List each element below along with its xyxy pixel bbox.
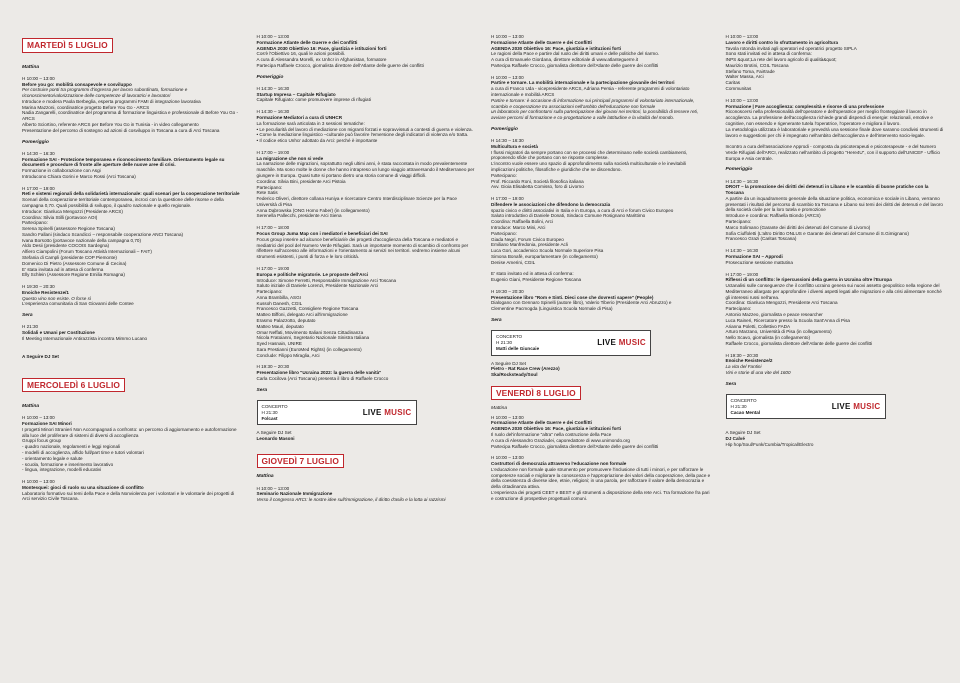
- section-afternoon: Pomeriggio: [256, 74, 284, 80]
- event-title: Multicultura e società: [491, 143, 538, 149]
- event-time: H 17:00 – 19:00: [256, 149, 290, 155]
- event-europa-politiche: [257, 266, 478, 359]
- event-riflessi-conflitto: [726, 272, 947, 347]
- event-line: Partecipano:: [491, 172, 517, 178]
- concert-box: [726, 394, 886, 419]
- event-subtitle: AGENDA 2030 Obiettivo 16: Pace, giustizia e istituzioni forti: [491, 45, 622, 51]
- event-line: Nello Scavo, giornalista (in collegamento): [725, 335, 811, 341]
- event-line: Serena Spinelli (assessore Regione Toscana): [22, 226, 115, 232]
- event-subtitle: AGENDA 2030 Obiettivo 16: Pace, giustizia e istituzioni forti: [491, 426, 622, 432]
- concert-label: CONCERTO: [730, 397, 757, 403]
- event-title: Reti e sistemi regionali della solidarietà internazionale: quali scenari per la cooperazione territoriale: [22, 191, 240, 197]
- event-line: Giada Negri, Forum Civico Europeo: [491, 236, 564, 242]
- concert-label: CONCERTO: [496, 334, 523, 340]
- column-3: [485, 10, 720, 677]
- event-atlante-3: [491, 415, 712, 450]
- live-word: LIVE: [362, 407, 382, 417]
- event-sai-protezione: [22, 151, 243, 180]
- event-line: Alfiero Ciampolini (Forum Toscano Attività Internazionali – FAIT): [22, 249, 152, 255]
- event-time: H 10:00 – 13:00: [491, 455, 524, 461]
- music-word: MUSIC: [384, 407, 412, 417]
- event-difendere-associazioni: [491, 196, 712, 283]
- event-title: Formazione SAI Minori: [22, 421, 72, 427]
- event-multicultura: [491, 138, 712, 190]
- event-time: H 10:00 – 13:00: [22, 415, 55, 421]
- event-time: H 19:30 – 20:30: [725, 352, 759, 358]
- event-title: Startup Impresa – Capitale Rifugiato: [256, 91, 336, 97]
- event-line: Dialogano con Gennaro Spinelli (autore libro), Valerio Tiberio (Presidente Arci Abruzzo) e: [491, 300, 672, 306]
- event-title: Lavoro e diritti contro lo sfruttamento in agricoltura: [725, 39, 839, 45]
- event-line: E' stato invitato ed in attesa di conferma:: [491, 271, 574, 277]
- event-line: Presentazione del percorso di sostegno ad azioni di cosviluppo in Toscana a cura di Arci Toscana: [22, 127, 220, 133]
- section-evening: Sera: [256, 387, 268, 393]
- event-line: Marco Solimano (Garante dei diritti dei detenuti del Comune di Livorno): [725, 224, 871, 230]
- event-time: H 10:00 – 13:00: [491, 34, 524, 39]
- event-time: H 19:30 – 20:30: [491, 288, 524, 294]
- column-1: [16, 10, 251, 677]
- event-time: H 19:30 – 20:30: [22, 284, 55, 290]
- event-line: Introducono Chiara Gorini e Marco Rossi (Arci Toscana): [22, 173, 136, 179]
- event-line: Ivana Borsotto (portavoce nazionale della campagna 0,70): [22, 237, 142, 243]
- event-title: Europa e politiche migratorie. Le proposte dell'Arci: [256, 271, 369, 277]
- event-title: Solidali e Umani per Costituzione: [22, 330, 95, 336]
- event-line: Introduce: Simone Ferretti, Responsabile Immigrazione Arci Toscana: [256, 277, 397, 283]
- event-time: H 17:00 – 18:00: [256, 225, 290, 231]
- event-title: DROIT – la promozione dei diritti dei detenuti in Libano e le scambio di buone pratiche con la Toscana: [725, 184, 929, 196]
- event-line: Sara Prestianni (EuroMed Rights) (in collegamento): [256, 346, 362, 352]
- event-line: Coordina: Silvia Stilli (portavoce AOI): [22, 214, 98, 220]
- event-line: Matteo Mauri, deputato: [256, 323, 304, 329]
- event-line: implicazioni politiche, filosofiche e giuridiche che ne discendono.: [491, 167, 622, 173]
- concert-time: H 21:30: [730, 403, 747, 409]
- event-time: H 10:00 – 13:00: [256, 485, 290, 491]
- event-line: La formazione sarà articolata in 3 sessioni tematiche:: [256, 120, 365, 126]
- event-title: Enoiche Resistenze/1: [22, 289, 69, 295]
- event-line: Partecipano:: [256, 184, 283, 190]
- dj-set-label: A Seguire DJ Set: [22, 353, 59, 359]
- day-heading-tuesday: MARTEDÌ 5 LUGLIO: [22, 38, 113, 53]
- event-line: Luca Gori, accademico Scuola Normale Superiore Pisa: [491, 248, 604, 254]
- live-music-logo: [597, 338, 646, 348]
- event-line: Uctanalisi sulle conseguenze che il conflitto ucraino genera sui nuovi assetto geopolitico nella regione del Mediterraneo allargato per approfondire i diversi aspetti legati alle migrazioni e alla crisi alimentare nonché gli interessi russi nell'area.: [725, 283, 942, 300]
- event-title: Partire e tornare. La mobilità internazionale e la partecipazione giovanile dei territori: [491, 80, 675, 86]
- section-morning: Mattina: [491, 406, 508, 412]
- event-line: Erasmo Palazzotto, deputato: [256, 317, 316, 323]
- event-line: - modelli di accoglienza, affido full/part time e tutori volontari: [22, 450, 144, 455]
- event-solidali-umani: [22, 324, 243, 341]
- event-line: INPS &quot;La rete del lavoro agricolo di qualità&quot;: [725, 57, 837, 63]
- dj-set-label: A Seguire DJ Set: [725, 430, 761, 436]
- event-line: Le ragioni della Pace e partire dal ruolo dei diritti umani e delle politiche del riarmo.: [491, 51, 660, 57]
- event-line: Coordina: Gianluca Mengozzi, Presidente Arci Toscana: [725, 300, 838, 306]
- event-line: Stefania di Campli (presidente COP Piemonte): [22, 255, 117, 261]
- event-line: A cura di Alessandro Graziadei, caporedattore di www.unimondo.org: [491, 437, 630, 443]
- event-line: Conclude: Filippo Miraglia, Arci: [256, 352, 320, 358]
- event-line: Prosecuzione sessione mattutina: [725, 259, 793, 265]
- event-line: Tavola rotonda invitati agli operatori ed operatrici progetto SIPLA: [725, 45, 857, 51]
- event-focus-group: [257, 225, 478, 260]
- event-line: Partecipa Raffaele Crocco, giornalista direttore dell'Atlante delle guerre dei conflitti: [491, 443, 659, 449]
- event-time: H 10:00 – 13:00: [725, 97, 759, 103]
- live-music-logo: [832, 402, 881, 412]
- event-line: Nadia Zangarelli, coordinatrice del programma di formazione linguistica e professionale di Before You Go - ARCS: [22, 110, 239, 122]
- event-enoiche-2: [726, 353, 947, 376]
- event-line: Anna Dąbrowska (ONG Homo Faber) (in collegamento): [256, 207, 370, 213]
- event-time: H 14:30 – 16:30: [256, 109, 290, 115]
- dj-name: DJ Calvé: [725, 436, 745, 442]
- event-startup: [257, 86, 478, 103]
- event-line: Raffaele Crocco, giornalista direttore dell'Atlante delle guerre dei conflitti: [725, 340, 873, 346]
- concert-info: [496, 334, 539, 351]
- event-line: L'incontro vuole essere uno spazio di approfondimento sulla società multiculturale e le inevitabili: [491, 161, 686, 167]
- concert-label: CONCERTO: [261, 403, 288, 409]
- event-line: Partecipano:: [725, 306, 752, 312]
- event-line: Aldo Desii (presidente COCOIS Sardegna): [22, 243, 110, 249]
- day-heading-wednesday: MERCOLEDÌ 6 LUGLIO: [22, 378, 125, 393]
- live-word: LIVE: [597, 337, 617, 347]
- event-line: proponendo sfide che portano con se risposte complesse.: [491, 155, 609, 161]
- event-line: Introduce e coordina: Raffaella Biondo (ARCS): [725, 213, 821, 219]
- event-time: H 17:00 – 19:00: [22, 185, 55, 191]
- event-line: Luca Raineri, Ricercatore presso la Scuola Sant'Anna di Pisa: [725, 317, 850, 323]
- event-line: I flussi migratori da sempre portano con se processi che determinano nelle società cambiamenti,: [491, 149, 688, 155]
- event-line: Stefano Toma, Fairtrade: [725, 68, 775, 74]
- event-line: Il Meeting Internazionale Antirazzista incontra Mimmo Lucano: [22, 336, 148, 341]
- event-line: Walter Massa, Arci: [725, 74, 764, 80]
- event-line: Emiliano Manfredonia, presidente Acli: [491, 242, 568, 248]
- event-libro-ucraina: [257, 364, 478, 381]
- event-migrazione-non-vede: [257, 150, 478, 219]
- event-line: Anna Brambilla, ASGI: [256, 294, 301, 300]
- dj-genre: Hip hop/Soul/Funk/Cumbia/Tropical/Electro: [725, 441, 814, 447]
- event-description: La vita del Fantini: [725, 364, 762, 370]
- event-line: • Come la mediazione linguistico –culturale può favorire l'emersione degli indicatori di violenza e/o tratta.: [256, 132, 469, 138]
- concert-box: [257, 400, 417, 425]
- event-line: Avv. Gioia Elisabetta Comisso, foro di Livorno: [491, 184, 584, 190]
- event-time: H 14:30 – 16:30: [22, 150, 55, 156]
- event-enoiche-1: [22, 284, 243, 307]
- concert-info: [262, 404, 288, 421]
- event-line: Domenico Di Pietro (Assessore Comune di Cecina): [22, 260, 127, 266]
- event-title: Formazione Atlante delle Guerre e dei Conflitti: [256, 39, 358, 45]
- event-time: H 10:00 – 13:00: [256, 34, 290, 39]
- concert-act: Cacao Mental: [730, 409, 761, 415]
- event-time: H 10:00 – 13:00: [22, 75, 55, 81]
- concert-time: H 21:30: [261, 409, 278, 415]
- event-line: Focus group inserire ad alcunce beneficiari/e dei progetti d'accoglienza della Toscana e mediatori e mediatrici del pool del Numero Verde Rifugiati. Sarà un importante momento di scambio di confronto per riflettere sull'accesso alle informazioni e l'orientamento ai servizi nei territori. vedremo insieme alcuni strumenti esistenti, i punti di forza e le loro criticità.: [256, 236, 469, 260]
- event-line: Elly Schlein (Assessore Regione Emilia Romagna): [22, 272, 125, 278]
- event-line: Formazione in collaborazione con Asgi: [22, 168, 101, 174]
- event-line: Partecipa Raffaele Crocco, giornalista direttore dell'Atlante delle guerre dei conflitti: [256, 62, 424, 68]
- event-line: • Le peculiarità del lavoro di mediazione con migranti forzati e sopravvissuti a contesti di guerra e violenza.: [256, 126, 473, 132]
- section-afternoon: Pomeriggio: [725, 167, 753, 173]
- concert-time: H 21:30: [496, 339, 513, 345]
- event-time: H 19:30 – 20:30: [256, 364, 290, 370]
- event-line: A cura di Emanuele Giordana, direttore editoriale di www.atlanteguerre.it: [491, 57, 639, 63]
- event-line: Clementine Pacmogda (Linguistica Scuola Normale di Pisa): [491, 306, 613, 312]
- event-line: Capitale Rifugiato: come promuovere imprese di rifugiati: [256, 97, 371, 103]
- event-line: Introduce: Marco Mini, Arci: [491, 225, 546, 231]
- event-atlante-2: [491, 34, 712, 69]
- event-description: Questo vino non esiste. O forse sì: [22, 295, 92, 301]
- event-title: Enoiche Resistenze/2: [725, 358, 773, 364]
- concert-act: Matti delle Giuncaie: [496, 345, 540, 351]
- event-line: Gruppi focus group: [22, 438, 62, 444]
- event-line: Federico Oliveri, direttore collana Huniya e ricercatore Centro Interdisciplinare Scienze per la Pace: [256, 196, 457, 202]
- day-heading-thursday: GIOVEDÌ 7 LUGLIO: [257, 454, 344, 469]
- concert-info: [731, 398, 761, 415]
- event-line: Riconoscersi nella professionalità dell'operatore e dell'operatrice per meglio fronteggiare il lavoro in accoglienza. La professione dell'accoglienza richiede grandi dispendi di energie: relazionali, emotive e cognitive, non essendo e rigenerante tutela l'operatrice, l'operatore e migliora il lavoro.: [725, 109, 933, 126]
- event-time: H 14:30 – 16:30: [256, 85, 290, 91]
- event-line: Coordina: Raffaella Bolini, Arci: [491, 219, 553, 225]
- event-title: Formazione Mediatori a cura di UNHCR: [256, 114, 343, 120]
- event-line: La metodologia utilizzata è laboratoriale e prevedrà una sessione finale dove saranno condivisi strumenti di lavoro e suggestioni per chi è impegnato nell'ambito dell'accoglienza e dell'intervento socio-legale.: [725, 126, 944, 138]
- event-title: Before you go: mobilità consapevole e cosviluppo: [22, 81, 132, 87]
- event-line: Il ruolo del'informazione "altra" nella costruzione della Pace: [491, 431, 612, 437]
- section-evening: Sera: [491, 317, 502, 323]
- dj-genre: Ska/Rocksteady/Soul: [491, 372, 538, 378]
- event-line: Francesco Gazzetti, Consigliere Regione Toscana: [256, 306, 359, 312]
- event-rom-sinti: [491, 289, 712, 312]
- dj-name: Pietro - Rat Race Crew (Arezzo): [491, 366, 560, 372]
- event-title: Formazione Atlante delle Guerre e dei Conflitti: [491, 420, 592, 426]
- event-line: Introduce: Gianluca Mengozzi (Presidente ARCS): [22, 208, 123, 214]
- event-title: Montesquei: gioci di ruolo su una situazione di conflitto: [22, 484, 144, 490]
- event-title: Costruttori di democrazia attraverso l'educazione non formale: [491, 461, 627, 467]
- event-line: Alberto Sciortino, referente ARCS per Before You Go in Tunisia - in video collegamento: [22, 122, 199, 127]
- event-line: Arturo Marzano, Università di Pisa (in collegamento): [725, 329, 832, 335]
- event-title: Formazione Atlante delle Guerre e dei Conflitti: [491, 39, 592, 45]
- event-title: Presentazione libro "Rom e Sinti. Dieci cose che dovresti sapere" (People): [491, 294, 654, 300]
- music-word: MUSIC: [618, 337, 646, 347]
- event-time: H 17:00 – 19:00: [256, 265, 290, 271]
- dj-set-label: A Seguire DJ Set: [491, 360, 526, 366]
- event-line: Partire e tornare: è occasione di informazione sui principali programmi di volontariato internazionale, scambio e cooperazione tra associazioni nell'ambito dell'educazione non formale: [491, 97, 695, 109]
- event-line: Prof. Riccardo Roni, Società filosofica italiana: [491, 178, 584, 184]
- section-evening: Sera: [725, 381, 737, 387]
- event-line: Matteo Biffoni, delegato Arci all'immigrazione: [256, 312, 348, 318]
- event-title: Formazione | Fare accoglienza: complessità e risorse di una professione: [725, 103, 885, 109]
- event-line: Communitas: [725, 86, 752, 92]
- event-mediatori-unhcr: [257, 109, 478, 144]
- event-line: - quadro nazionale, regolamenti e leggi regionali: [22, 444, 121, 450]
- event-line: Scenari della cooperazione territoriale contemporanea, incroci con la questione delle risorse e della campagna 0,70. Quali possibilità di sviluppo, il quadro nazionale e quello regionale.: [22, 197, 224, 208]
- event-title: La migrazione che non si vede: [256, 155, 324, 161]
- event-description: Verso il congresso ARCI: le nostre idee sull'immigrazione, il diritto d'asilo e la lotta ai razzismi: [256, 497, 446, 503]
- section-morning: Mattina: [256, 474, 274, 480]
- event-sai-minori: [22, 415, 243, 473]
- event-line: Kussoh Danesh, CGIL: [256, 300, 303, 306]
- event-line: Sofia Ciuffoletti (L'altro Diritto ONLUS e Garante dei detenuti del Comune di S.Gimignano): [725, 230, 909, 236]
- event-title: Riflessi di un conflitto: le ripercussioni della guerra in Ucraina oltre l'Europa: [725, 277, 892, 283]
- event-title: Formazione SAI – Approdi: [725, 253, 783, 259]
- event-line: Incontro a cura dell'associazione Approdi - composta da psicoterapeuti e psicoterapeute - e del Numero Verde Rifugiati dell'ARCI, realizzato nell'ambito di progetto "Here4U", con il supporto dell'UNICEF - Ufficio Europa e Asia centrale.: [725, 144, 940, 161]
- dj-name: Leonardo Masoni: [256, 436, 295, 442]
- section-morning: Mattina: [22, 404, 40, 410]
- event-line: Partecipa Raffaele Crocco, giornalista direttore dell'Atlante delle guerre dei conflitti: [491, 62, 659, 68]
- event-line: Caritas: [725, 80, 741, 86]
- event-line: • Il codice etico Unhcr adottato da Arci: perché è importante: [256, 138, 378, 144]
- event-title: Presentazione libro "Ucraina 2022: la guerra delle vanità": [256, 370, 382, 376]
- event-time: H 14:30 – 16:30: [725, 248, 759, 254]
- event-time: H 10:00 – 13:00: [725, 34, 759, 39]
- event-title: Focus Group Juma Map con i mediatori e beneficiari dei SAI: [256, 231, 388, 237]
- event-line: Antonio Mazzeo, giornalista e peace researcher: [725, 311, 823, 317]
- event-reti-sistemi: [22, 186, 243, 279]
- event-time: H 10:00 – 13:00: [491, 74, 524, 80]
- event-line: Denise Amerini, CGIL: [491, 259, 536, 265]
- concert-act: Folcast: [261, 415, 278, 421]
- section-morning: Mattina: [22, 64, 40, 70]
- event-line: Coordina: Silvia Bini, presidente Arci Pistoia: [256, 178, 346, 184]
- event-time: H 14:30 – 16:30: [491, 138, 524, 144]
- event-time: H 10:00 – 13:00: [22, 479, 55, 485]
- column-4: [720, 10, 955, 677]
- event-line: Sandro Fallani (sindaco Scandicci – responsabile cooperazione ANCI Toscana): [22, 231, 184, 237]
- event-line: Saluto iniziale di Daniele Lorenzi, Presidente Nazionale Arci: [256, 283, 379, 289]
- event-line: L'esperienza comunitaria di San Giovanni delle Contee: [22, 301, 134, 307]
- event-line: Introduce e modera Paola Berbeglia, esperta programmi FAMI di integrazione lavorativa: [22, 98, 201, 104]
- event-line: Università di Pisa: [256, 201, 292, 207]
- event-title: Difendere le associazioni che difendono la democrazia: [491, 201, 611, 207]
- event-line: Nicola Fratoianni, Segretario Nazionale Sinistra Italiana: [256, 335, 370, 341]
- event-description: Per costruire ponti tra programmi d'ingresso per lavoro subordinato, formazione e riconoscimento/valorizzazione delle competenze di lavoratrici e lavoratori: [22, 87, 188, 99]
- event-line: Marina Mazzoni, coordinatrice progetto Before You Go - ARCS: [22, 104, 150, 110]
- event-time: H 14:30 – 16:30: [725, 178, 759, 184]
- event-lavoro-diritti: [726, 34, 947, 92]
- event-line: L'esperienza dei progetti CEET e BEST e gli strumenti a disposizione della rete Arci. Tra formazione fra pari e costruzione di prospettive progettuali comuni.: [491, 489, 710, 501]
- event-line: La narrazione delle migrazioni, soprattutto negli ultimi anni, è stata raccontata in modo prevalentemente maschile. Ma sono molte le donne che hanno intrapreso un lungo viaggio attraversando il Mediterraneo per giungere in Europa. Quasi tutte si portano dietro una storia comune di viaggi difficili.: [256, 161, 475, 179]
- event-line: - scuola, formazione e inserimento lavorativo: [22, 461, 114, 467]
- dj-set-label: A Seguire DJ Set: [256, 430, 292, 436]
- event-line: - lingua, integrazione, modelli educativi: [22, 467, 102, 473]
- event-line: Sono stati invitati ed in attesa di conferma:: [725, 51, 812, 57]
- event-line: L'educazione non formale quale strumento per promuovere l'inclusione di tutti i minori, e per rafforzare le competenze sociali e migliorare la conoscenza e l'appropriazione dei valori della cooperazione, della pace e della coesistenza di diverse idee, etnie, religioni; in una parola, per rafforzare il valore della democrazia e della cittadinanza attiva.: [491, 466, 711, 490]
- event-line: Francesco Grazi (Caritas Toscana): [725, 236, 797, 242]
- event-line: Laboratorio formativo sui temi della Pace e della Nonviolenza per i volontari e le volontarie dei progetti di Arci servizio Civile Toscana.: [22, 490, 235, 502]
- event-line: Serenella Pallecchi, presidente Arci Siena: [256, 213, 342, 219]
- live-music-logo: [363, 408, 412, 418]
- event-before-you-go: [22, 76, 243, 134]
- event-line: Carla Cocilova (Arci Toscana) presenta il libro di Raffaele Crocco: [256, 376, 389, 382]
- event-costruttori-democrazia: [491, 455, 712, 501]
- event-montesquei: [22, 479, 243, 502]
- event-line: Partecipano:: [22, 220, 48, 226]
- event-line: Eugenio Giani, Presidente Regione Toscana: [491, 277, 582, 283]
- event-time: H 21:30: [22, 324, 39, 330]
- day-heading-friday: VENERDÌ 8 LUGLIO: [491, 386, 581, 401]
- event-line: A cura di Alessandra Morelli, ex Unhcr in Afghanistan, formatore: [256, 57, 387, 63]
- event-atlante-1: [257, 34, 478, 69]
- event-line: Simona Bonafè, europarlamentare (in collegamento): [491, 253, 598, 259]
- event-time: H 10:00 – 13:00: [491, 414, 524, 420]
- event-line: Arianna Poletti, Collettivo FADA: [725, 323, 791, 329]
- live-word: LIVE: [831, 401, 851, 411]
- event-fare-accoglienza: [726, 98, 947, 162]
- event-seminario-immigrazione: [257, 486, 478, 503]
- event-line: Rete Satis: [256, 190, 278, 196]
- event-description: Vini e storie di una vite del 1600: [725, 370, 791, 376]
- event-line: A partire da un inquadramento generale della situazione politica, economica e sociale in Libano, verranno presentati i risultati del percorso di scambio tra Toscana e Libano sui temi dei diritti dei detenuti e del lavoro della società civile per la loro tutela e promozione: [725, 195, 943, 213]
- section-afternoon: Pomeriggio: [22, 139, 49, 145]
- event-line: Partecipano:: [725, 219, 752, 225]
- event-line: Cos'è l'Obiettivo 16, quali le azioni possibili.: [256, 51, 346, 57]
- event-line: Maurizio Brotini, CGIL Toscana: [725, 62, 789, 68]
- event-time: H 17:00 – 19:00: [725, 271, 759, 277]
- event-line: I progetti Minori Stranieri Non Accompagnati a confronto: un percorso di aggiornamento e autoformazione alla luce del proliferare di sistemi di diversi di accoglienza: [22, 426, 237, 438]
- section-afternoon: Pomeriggio: [491, 126, 518, 132]
- event-title: Seminario Nazionale Immigrazione: [256, 491, 333, 497]
- music-word: MUSIC: [853, 401, 881, 411]
- event-subtitle: AGENDA 2030 Obiettivo 16: Pace, giustizia e istituzioni forti: [256, 45, 387, 51]
- event-time: H 17:00 – 19:00: [491, 196, 524, 202]
- event-line: Saluto introduttivo di Daniele Donati, Sindaco Comune Rosignano Marittimo: [491, 213, 646, 219]
- event-line: spazio civico e diritti associativi in Italia e in Europa, a cura di Arci e forum Civico Europeo: [491, 207, 674, 213]
- event-line: Partecipano:: [256, 289, 283, 295]
- event-line: a cura di Franco Uda - vicepresidente ARCS, Adriana Persia - referente programmi di volontariato internazionale e mobilità ARCS: [491, 86, 690, 98]
- column-2: [251, 10, 486, 677]
- event-title: Formazione SAI - Protezione temporanea e riconoscimento familiare. Orientamento legale su documenti e procedure di fronte alle aperture delle nuove aree di crisi.: [22, 156, 225, 168]
- event-droit: [726, 179, 947, 243]
- concert-box: [491, 330, 651, 355]
- event-partire-tornare: [491, 75, 712, 121]
- event-line: E' stata invitata ad in attesa di conferma: [22, 266, 104, 272]
- event-line: - orientamento legale e salute: [22, 455, 83, 461]
- event-sai-approdi: [726, 248, 947, 265]
- event-line: Partecipano:: [491, 230, 517, 236]
- event-line: Syed Hasnain, UNIRE: [256, 341, 302, 347]
- section-evening: Sera: [22, 313, 33, 319]
- event-line: un laboratorio per confrontarsi sulla partecipazione dei giovani nei territori, la possibilità di tessere reti, avviare percorsi di formazione e co-progettazione a valle lattitudine e la vitalità del mondo.: [491, 109, 699, 121]
- event-line: Omar Neffati, Movimento Italiani Senza Cittadinanza: [256, 329, 364, 335]
